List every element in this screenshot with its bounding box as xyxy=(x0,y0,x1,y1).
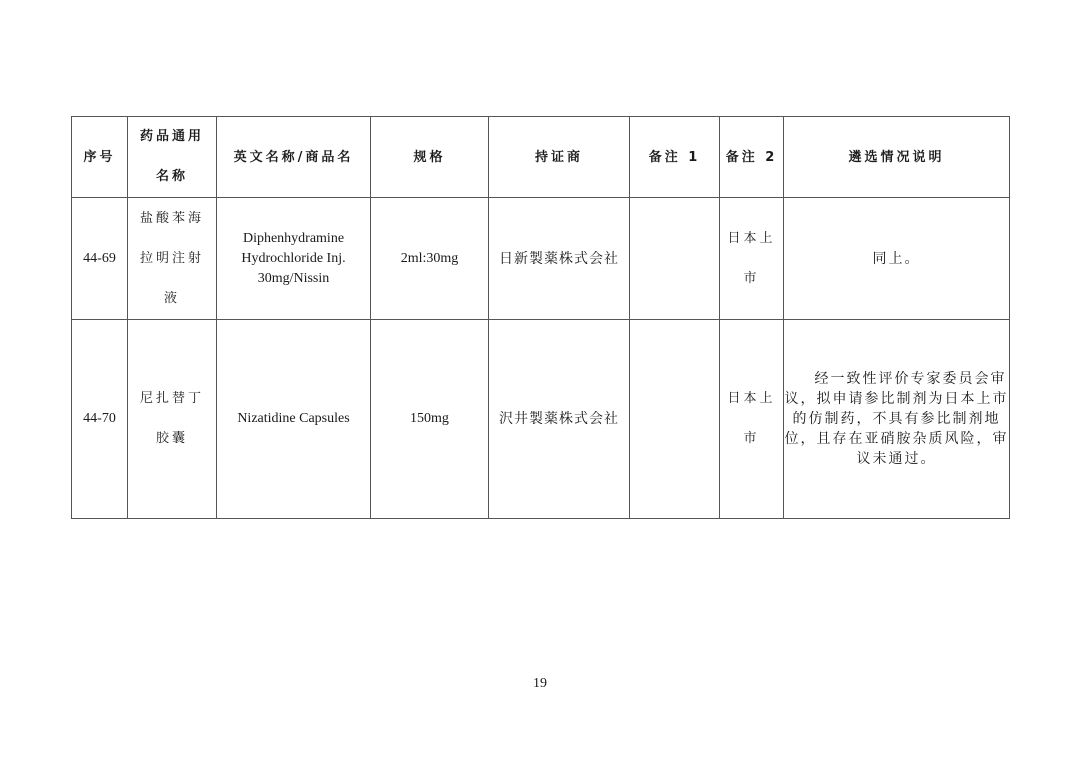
header-spec: 规格 xyxy=(371,117,489,198)
cell-selection: 经一致性评价专家委员会审议，拟申请参比制剂为日本上市的仿制药，不具有参比制剂地位，且存在亚硝胺杂质风险，审议未通过。 xyxy=(784,320,1010,519)
header-seq: 序号 xyxy=(72,117,128,198)
cell-remark1 xyxy=(630,320,720,519)
table-row xyxy=(72,198,1010,320)
cell-remark1 xyxy=(630,198,720,320)
cell-english-name: Nizatidine Capsules xyxy=(217,320,371,519)
cell-generic-name: 尼扎替丁胶囊 xyxy=(128,320,217,519)
cell-holder: 日新製薬株式会社 xyxy=(489,198,630,320)
table-row xyxy=(72,320,1010,519)
header-remark1: 备注 1 xyxy=(630,117,720,198)
cell-remark2: 日本上市 xyxy=(720,198,784,320)
cell-seq: 44-69 xyxy=(72,198,128,320)
header-generic-name: 药品通用 名称 xyxy=(128,117,217,198)
cell-generic-name: 盐酸苯海拉明注射液 xyxy=(128,198,217,320)
page-number: 19 xyxy=(533,676,547,691)
cell-remark2: 日本上市 xyxy=(720,320,784,519)
header-selection: 遴选情况说明 xyxy=(784,117,1010,198)
cell-english-name: Diphenhydramine Hydrochloride Inj. 30mg/Nissin xyxy=(217,198,371,320)
cell-holder: 沢井製薬株式会社 xyxy=(489,320,630,519)
cell-seq: 44-70 xyxy=(72,320,128,519)
cell-spec: 2ml:30mg xyxy=(371,198,489,320)
cell-selection: 同上。 xyxy=(784,198,1010,320)
header-remark2: 备注 2 xyxy=(720,117,784,198)
table-header-row xyxy=(72,117,1010,198)
header-holder: 持证商 xyxy=(489,117,630,198)
header-english-name: 英文名称/商品名 xyxy=(217,117,371,198)
cell-spec: 150mg xyxy=(371,320,489,519)
reference-drug-table xyxy=(71,116,1010,519)
